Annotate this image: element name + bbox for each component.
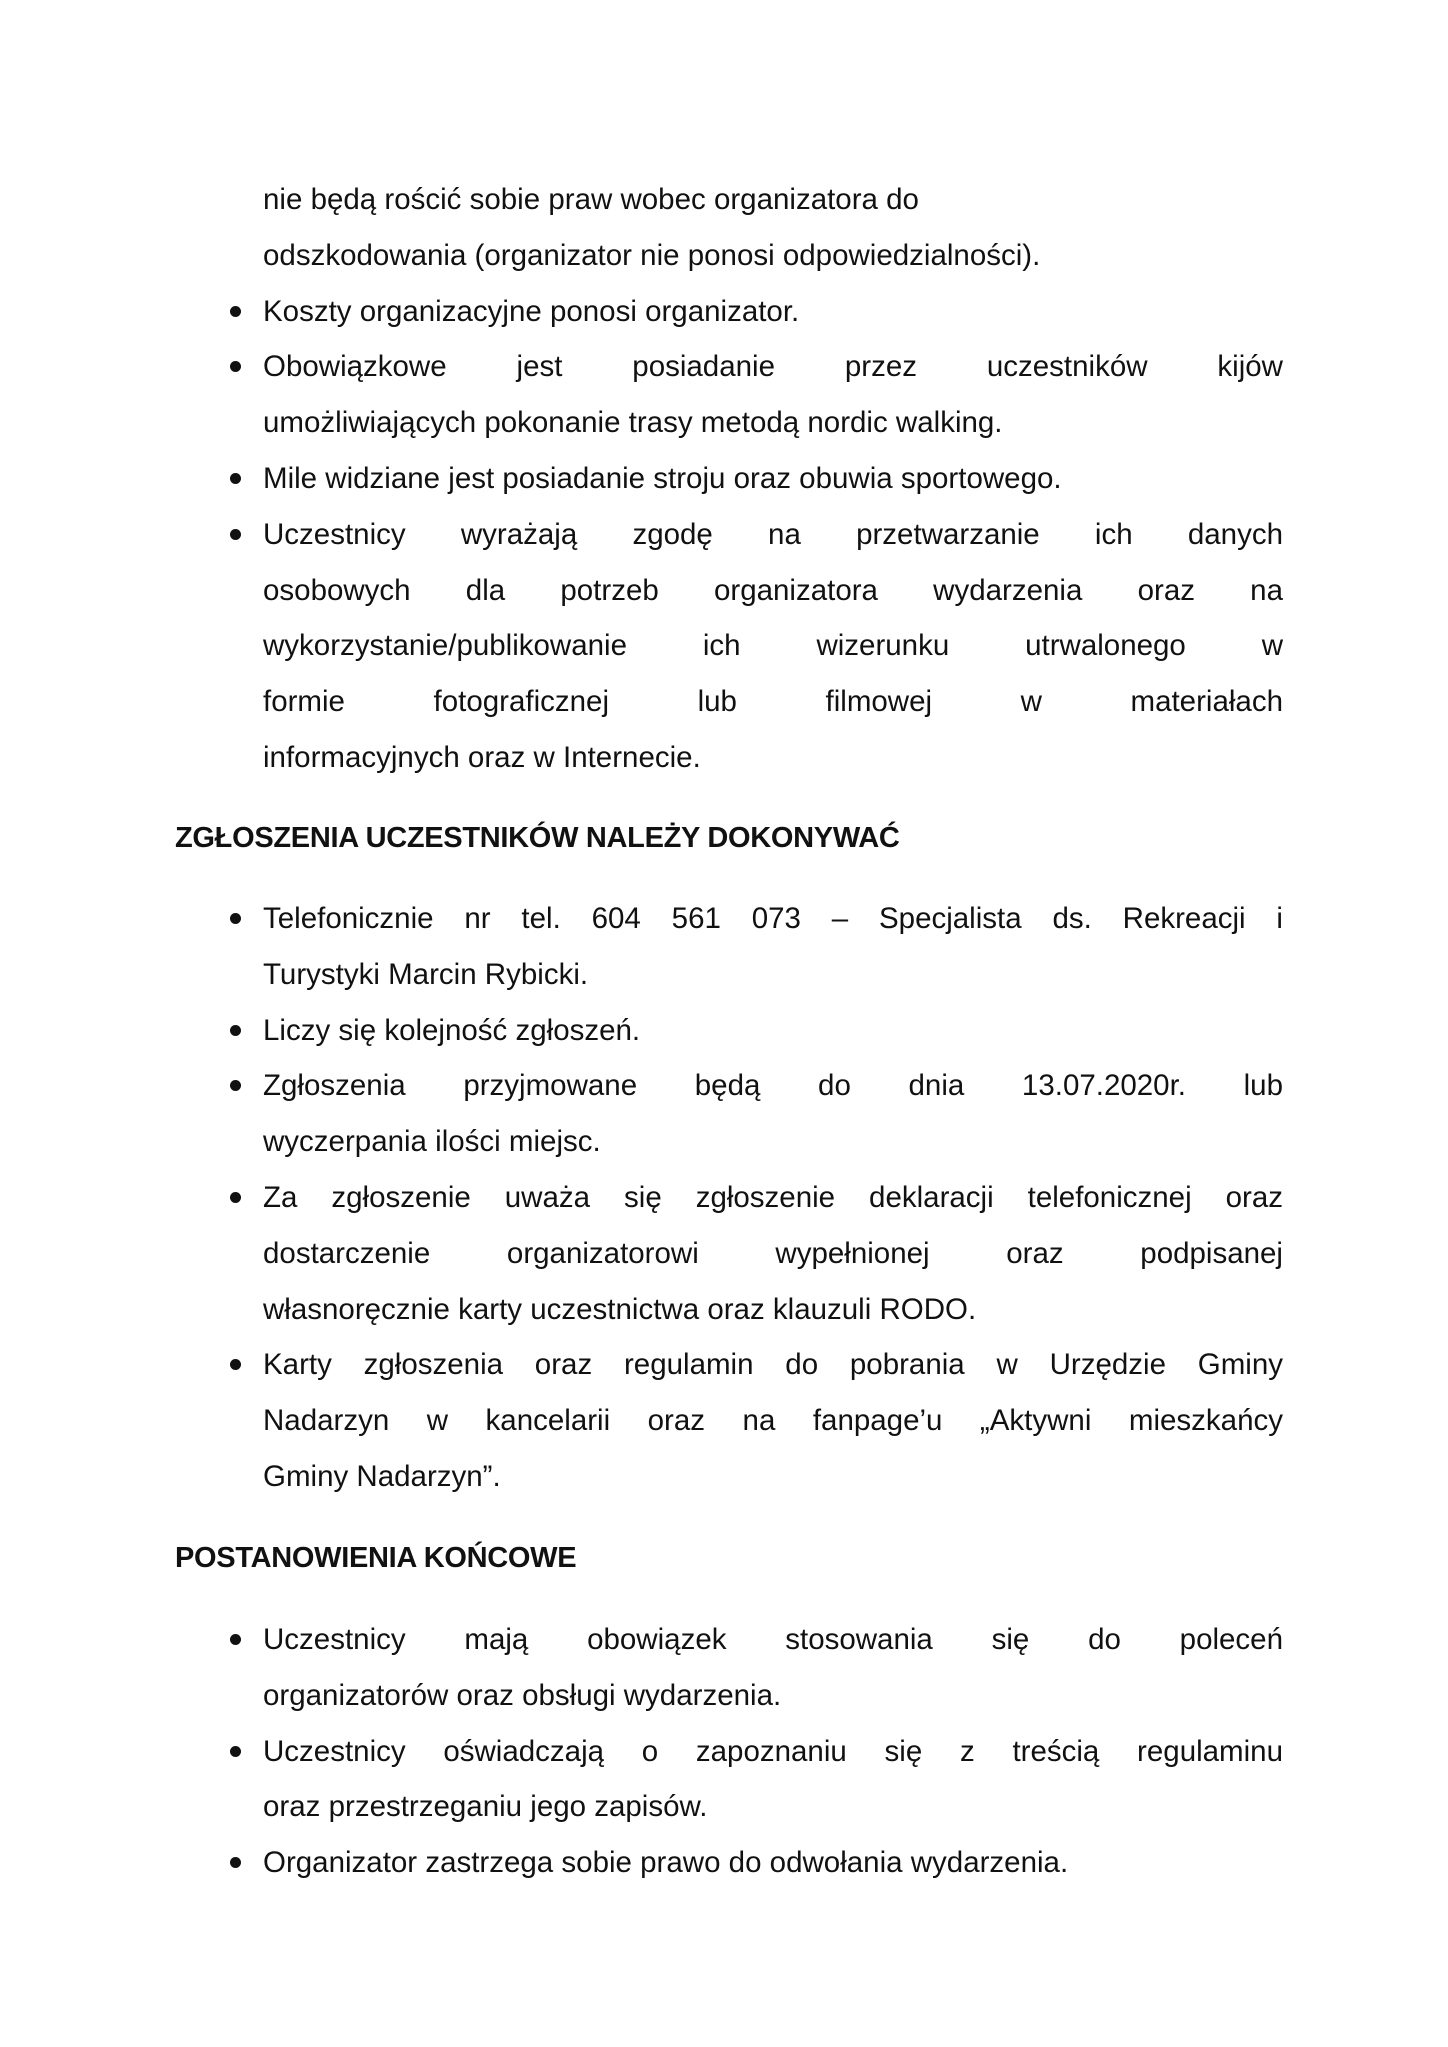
text-line: Liczy się kolejność zgłoszeń.	[263, 1013, 641, 1047]
text-line: Za zgłoszenie uważa się zgłoszenie deklaracji telefonicznej oraz	[263, 1180, 1283, 1214]
text-line: Organizator zastrzega sobie prawo do odwołania wydarzenia.	[263, 1846, 1069, 1880]
text-line: wyczerpania ilości miejsc.	[263, 1125, 601, 1159]
text-line: Gminy Nadarzyn”.	[263, 1459, 501, 1493]
section-heading-final: POSTANOWIENIA KOŃCOWE	[175, 1542, 577, 1574]
bullet-icon	[230, 913, 241, 924]
list-item	[263, 1058, 1283, 1170]
section-heading-registration: ZGŁOSZENIA UCZESTNIKÓW NALEŻY DOKONYWAĆ	[175, 822, 900, 854]
list-item	[263, 1170, 1283, 1337]
text-line: organizatorów oraz obsługi wydarzenia.	[263, 1678, 782, 1712]
bullet-icon	[230, 473, 241, 484]
text-line: nie będą rościć sobie praw wobec organizatora do	[263, 183, 919, 216]
text-line: Turystyki Marcin Rybicki.	[263, 957, 589, 991]
text-line: dostarczenie organizatorowi wypełnionej oraz podpisanej	[263, 1236, 1283, 1270]
bullet-icon	[230, 1080, 241, 1091]
text-line: Uczestnicy mają obowiązek stosowania się do poleceń	[263, 1623, 1283, 1656]
text-line: informacyjnych oraz w Internecie.	[263, 740, 701, 774]
text-line: odszkodowania (organizator nie ponosi odpowiedzialności).	[263, 238, 1041, 272]
text-line: formie fotograficznej lub filmowej w materiałach	[263, 685, 1283, 719]
bullet-list	[263, 891, 1283, 1505]
bullet-icon	[230, 306, 241, 317]
text-line: Telefonicznie nr tel. 604 561 073 – Specjalista ds. Rekreacji i	[263, 902, 1283, 935]
bullet-icon	[230, 1634, 241, 1645]
list-item	[263, 891, 1283, 1003]
list-registration	[263, 891, 1283, 1505]
list-continued	[263, 172, 1283, 786]
bullet-icon	[230, 1746, 241, 1757]
list-item	[263, 507, 1283, 786]
bullet-list	[263, 1612, 1283, 1891]
text-line: własnoręcznie karty uczestnictwa oraz klauzuli RODO.	[263, 1292, 977, 1326]
list-item	[263, 1337, 1283, 1504]
list-item	[263, 1003, 1283, 1059]
bullet-icon	[230, 1359, 241, 1370]
text-line: Uczestnicy wyrażają zgodę na przetwarzanie ich danych	[263, 517, 1283, 551]
text-line: Uczestnicy oświadczają o zapoznaniu się z treścią regulaminu	[263, 1734, 1283, 1768]
text-line: Mile widziane jest posiadanie stroju oraz obuwia sportowego.	[263, 461, 1062, 495]
list-item	[263, 284, 1283, 340]
list-item	[263, 1724, 1283, 1836]
text-line: Karty zgłoszenia oraz regulamin do pobrania w Urzędzie Gminy	[263, 1348, 1283, 1382]
bullet-icon	[230, 1025, 241, 1036]
text-line: oraz przestrzeganiu jego zapisów.	[263, 1790, 708, 1824]
list-item	[263, 172, 1283, 284]
list-item	[263, 451, 1283, 507]
bullet-icon	[230, 361, 241, 372]
bullet-icon	[230, 529, 241, 540]
text-line: Zgłoszenia przyjmowane będą do dnia 13.07.2020r. lub	[263, 1069, 1283, 1103]
text-line: Koszty organizacyjne ponosi organizator.	[263, 294, 800, 328]
list-item	[263, 1835, 1283, 1891]
text-line: Nadarzyn w kancelarii oraz na fanpage’u „Aktywni mieszkańcy	[263, 1404, 1283, 1438]
text-line: wykorzystanie/publikowanie ich wizerunku utrwalonego w	[263, 629, 1283, 663]
text-line: osobowych dla potrzeb organizatora wydarzenia oraz na	[263, 573, 1283, 607]
bullet-icon	[230, 1857, 241, 1868]
list-item	[263, 339, 1283, 451]
text-line: umożliwiających pokonanie trasy metodą nordic walking.	[263, 406, 1003, 440]
bullet-icon	[230, 1192, 241, 1203]
bullet-list	[263, 172, 1283, 786]
text-line: Obowiązkowe jest posiadanie przez uczestników kijów	[263, 350, 1283, 384]
list-final	[263, 1612, 1283, 1891]
list-item	[263, 1612, 1283, 1724]
